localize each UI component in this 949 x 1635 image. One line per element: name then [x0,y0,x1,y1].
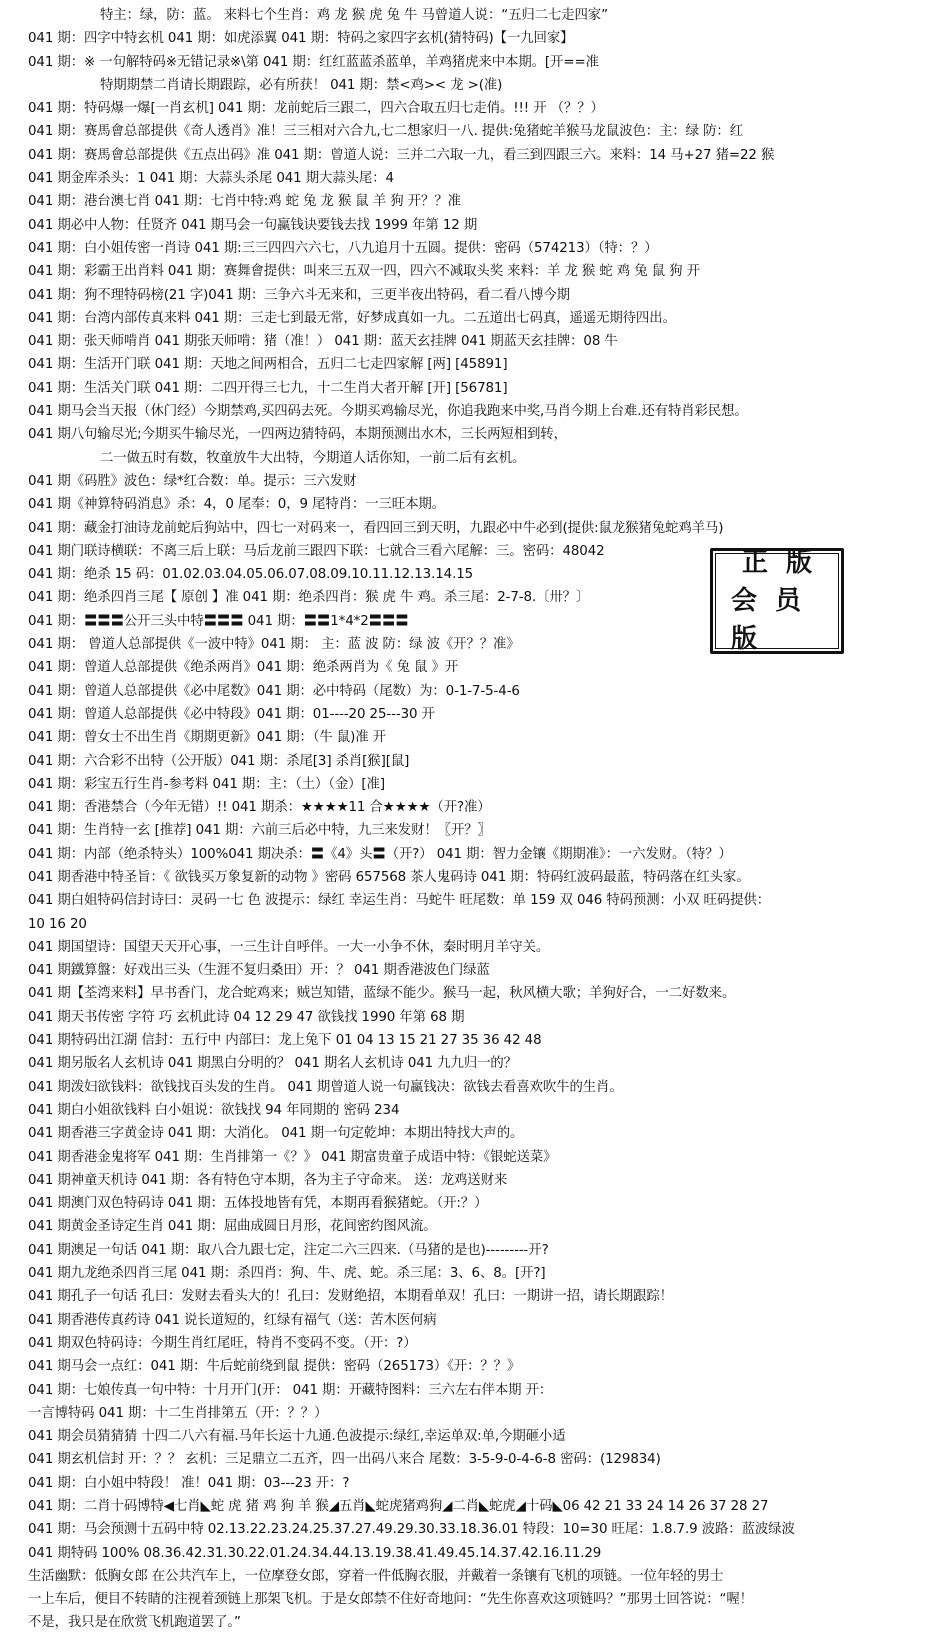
text-line: 041 期香港传真药诗 041 说长道短的，红绿有福气（送：苦木医何病 [28,1312,437,1328]
stamp-line-1: 正版 [741,548,830,578]
text-line: 041 期：彩霸王出肖料 041 期：赛舞會提供：叫来三五双一四，四六不减取头奖 来料：羊 龙 猴 蛇 鸡 兔 鼠 狗 开 [28,264,700,280]
text-line: 041 期澳足一句话 041 期：取八合九跟七定，注定二六三四来.（马猪的是也)---------开? [28,1242,549,1258]
text-line: 041 期《码胜》波色：绿*红合数：单。提示：三六发财 [28,473,357,489]
text-line: 041 期泼妇欲钱料：欲钱找百头发的生肖。 041 期曾道人说一句赢钱决：欲钱去看喜欢吹牛的生肖。 [28,1079,623,1095]
text-line: 041 期：内部（绝杀特头）100%041 期决杀：〓《4》头〓（开?） 041 期：智力金镶《期期准》：一六发财。（特？） [28,846,732,862]
text-line: 10 16 20 [28,916,87,932]
text-line: 041 期： 曾道人总部提供《一波中特》041 期： 主：蓝 波 防：绿 波《开？？准》 [28,637,520,653]
text-line: 041 期：彩宝五行生肖-参考料 041 期：主：（土）（金）[准] [28,776,385,792]
text-line: 041 期：七娘传真一句中特：十月开门(开： 041 期：开藏特图料：三六左右伴本期 开： [28,1382,553,1398]
genuine-member-edition-stamp [710,548,844,654]
text-line: 特主：绿，防：蓝。 来料七个生肖：鸡 龙 猴 虎 兔 牛 马曾道人说：“五归二七走四家” [100,8,608,23]
text-line: 041 期特码出江湖 信封：五行中 内部曰：龙上兔下 01 04 13 15 21 27 35 36 42 48 [28,1033,542,1049]
text-line: 041 期金库杀头：1 041 期：大蒜头杀尾 041 期大蒜头尾：4 [28,171,394,187]
text-lines [28,4,937,1635]
text-line: 041 期国望诗：国望天天开心事，一三生计自呼伴。一大一小争不休，秦时明月羊守关。 [28,939,550,955]
text-line: 041 期：※ 一句解特码※无错记录※\第 041 期：红红蓝蓝杀蓝单，羊鸡猪虎来中本期。[开==准 [28,54,599,70]
text-line: 041 期：绝杀 15 码：01.02.03.04.05.06.07.08.09.10.11.12.13.14.15 [28,567,474,583]
text-line: 041 期：白小姐中特段！ 准！041 期：03---23 开：? [28,1475,350,1491]
text-line: 041 期：赛馬會总部提供《五点出码》准 041 期：曾道人说：三并二六取一九，看三到四跟三六。来料：14 马+27 猪=22 猴 [28,147,775,163]
text-line: 041 期：藏金打油诗龙前蛇后狗站中，四七一对码来一，看四回三到天明，九跟必中牛必到(提供:鼠龙猴猪兔蛇鸡羊马) [28,520,724,536]
text-line: 041 期：马会预测十五码中特 02.13.22.23.24.25.37.27.49.29.30.33.18.36.01 特段：10=30 旺尾：1.8.7.9 波路：蓝波绿波 [28,1522,795,1538]
text-line: 041 期：六合彩不出特（公开版）041 期：杀尾[3] 杀肖[猴][鼠] [28,753,410,769]
text-line: 二一做五时有数，牧童放牛大出特，今期道人话你知，一前二后有玄机。 [100,450,526,466]
stamp-line-2: 会员版 [731,586,820,654]
text-line: 041 期：赛馬會总部提供《奇人透肖》准！三三相对六合九,七二想家归一八. 提供:兔猪蛇羊猴马龙鼠波色：主：绿 防：红 [28,124,743,140]
text-line: 041 期白姐特码信封诗曰：灵码一七 色 波提示：绿红 幸运生肖：马蛇牛 旺尾数：单 159 双 046 特码预测：小双 旺码提供： [28,893,770,909]
text-line: 一上车后，便目不转睛的注视着颈链上那架飞机。于是女郎禁不住好奇地问：“先生你喜欢这项链吗？”那男士回答说：“喔！ [28,1592,753,1608]
text-line: 特期期禁二肖请长期跟踪，必有所获！ 041 期：禁<鸡>< 龙 >(准) [100,77,503,93]
text-line: 041 期天书传密 字符 巧 玄机此诗 04 12 29 47 欲钱找 1990 年第 68 期 [28,1009,465,1025]
text-line: 041 期另版名人玄机诗 041 期黑白分明的？ 041 期名人玄机诗 041 九九归一的？ [28,1056,517,1072]
text-line: 041 期会员猜猜猜 十四二八六有福.马年长运十九通.色波提示:绿红,幸运单双:单,今期砸小适 [28,1429,566,1445]
text-line: 041 期马会当天报（休门经）今期禁鸡,买四码去死。今期买鸡输尽光，你追我跑来中奖,马肖今期上台难.还有特肖彩民想。 [28,404,748,420]
text-line: 041 期：香港禁合（今年无错）!! 041 期杀：★★★★11 合★★★★（开?准） [28,800,491,816]
text-line: 041 期：港台澳七肖 041 期：七肖中特:鸡 蛇 兔 龙 猴 鼠 羊 狗 开？？准 [28,194,461,210]
text-line: 041 期：生活开门联 041 期：天地之间两相合，五归二七走四家解 [两] [45891] [28,357,508,373]
text-line: 041 期香港三字黄金诗 041 期：大消化。 041 期一句定乾坤：本期出特找大声的。 [28,1126,524,1142]
text-line: 041 期黄金圣诗定生肖 041 期：屈曲成圆日月形，花间密约图风流。 [28,1219,437,1235]
text-line: 041 期鐵算盤：好戏出三头（生涯不复归桑田）开：？ 041 期香港波色门绿蓝 [28,963,490,979]
text-line: 041 期八句输尽光;今期买牛输尽光，一四两边猜特码，本期预测出水木，三长两短相到转， [28,427,567,443]
text-line: 041 期：特码爆一爆[一肖玄机] 041 期：龙前蛇后三跟二，四六合取五归七走俏。!!! 开 （？？） [28,101,604,117]
text-line: 041 期：生肖特一玄 [推荐] 041 期：六前三后必中特，九三来发财！〖开？〗 [28,823,491,839]
text-line: 041 期白小姐欲钱料 白小姐说：欲钱找 94 年同期的 密码 234 [28,1102,400,1118]
text-line: 041 期香港中特圣旨：《 欲钱买万象复新的动物 》密码 657568 茶人鬼码诗 041 期：特码红波码最蓝，特码落在红头家。 [28,869,750,885]
text-line: 041 期：〓〓〓公开三头中特〓〓〓 041 期：〓〓1*4*2〓〓〓 [28,613,409,629]
text-line: 041 期：绝杀四肖三尾【 原创 】准 041 期：绝杀四肖：猴 虎 牛 鸡。杀三尾：2-7-8.〔卅？〕 [28,590,590,606]
text-line: 041 期玄机信封 开：？？ 玄机：三足鼎立二五齐，四一出码八来合 尾数：3-5-9-0-4-6-8 密码：(129834) [28,1452,661,1468]
text-line: 041 期：台湾内部传真来料 041 期：三走七到最无常，好梦成真如一九。二五道出七码真，遥遥无期待四出。 [28,310,676,326]
text-line: 041 期马会一点红：041 期：牛后蛇前绕到鼠 提供：密码（265173）《开：？？》 [28,1359,521,1375]
text-line: 生活幽默：低胸女郎 在公共汽车上，一位摩登女郎，穿着一件低胸衣服，并戴着一条镶有飞机的项链。一位年轻的男士 [28,1568,724,1584]
text-line: 一言博特码 041 期：十二生肖排第五（开：？？） [28,1405,328,1421]
text-line: 041 期澳门双色特码诗 041 期：五体投地皆有凭，本期再看猴猪蛇。（开:？） [28,1196,488,1212]
text-line: 041 期香港金鬼将军 041 期：生肖排第一《？》 041 期富贵童子成语中特：《银蛇送菜》 [28,1149,557,1165]
text-line: 041 期：生活关门联 041 期：二四开得三七九，十二生肖大者开解 [开] [56781] [28,380,508,396]
text-line: 041 期【荃湾来料】早书香门，龙合蛇鸡来；贼岂知错，蓝绿不能少。猴马一起，秋风横大歌；羊狗好合，一二好数来。 [28,986,736,1002]
text-line: 041 期孔子一句话 孔曰：发财去看头大的！孔曰：发财绝招，本期看单双！孔曰：一期讲一招，请长期跟踪！ [28,1289,673,1305]
text-line: 041 期九龙绝杀四肖三尾 041 期：杀四肖：狗、牛、虎、蛇。杀三尾：3、6、8。[开?] [28,1266,546,1282]
text-line: 041 期门联诗横联：不离三后上联：马后龙前三跟四下联：七就合三看六尾解：三。密码：48042 [28,543,605,559]
text-line: 041 期：曾道人总部提供《绝杀两肖》041 期：绝杀两肖为《 兔 鼠 》开 [28,660,459,676]
text-line: 041 期神童天机诗 041 期：各有特色守本期，各为主子守命来。 送：龙鸡送财来 [28,1172,508,1188]
text-line: 041 期：狗不理特码榜(21 字)041 期：三争六斗无来和，三更半夜出特码，看二看八博今期 [28,287,570,303]
text-line: 041 期：曾道人总部提供《必中特段》041 期：01----20 25---30 开 [28,706,435,722]
text-line: 041 期：曾道人总部提供《必中尾数》041 期：必中特码（尾数）为：0-1-7-5-4-6 [28,683,520,699]
text-line: 041 期《神算特码消息》杀：4，0 尾奉：0，9 尾特肖：一三旺本期。 [28,497,445,513]
text-line: 041 期必中人物：任贤齐 041 期马会一句赢钱诀要钱去找 1999 年第 12 期 [28,217,478,233]
text-line: 041 期：二肖十码博特◀七肖◣蛇 虎 猪 鸡 狗 羊 猴◢五肖◣蛇虎猪鸡狗◢二肖◣蛇虎◢十码◣06 42 21 33 24 14 26 37 28 27 [28,1499,769,1514]
text-line: 041 期特码 100% 08.36.42.31.30.22.01.24.34.44.13.19.38.41.49.45.14.37.42.16.11.29 [28,1545,602,1561]
text-line: 不是，我只是在欣赏飞机跑道罢了。” [28,1615,241,1631]
text-line: 041 期：张天师啃肖 041 期张天师啃：猪（准！） 041 期：蓝天玄挂牌 041 期蓝天玄挂牌：08 牛 [28,334,618,350]
text-line: 041 期双色特码诗：今期生肖红尾旺，特肖不变码不变。（开：?） [28,1335,417,1351]
text-line: 041 期：曾女士不出生肖《期期更新》041 期：（牛 鼠)准 开 [28,730,386,746]
text-line: 041 期：四字中特玄机 041 期：如虎添翼 041 期：特码之家四字玄机(猜特码)【一九回家】 [28,31,574,47]
text-line: 041 期：白小姐传密一肖诗 041 期:三三四四六六七，八九追月十五圆。提供：密码（574213）（特：？） [28,240,658,256]
